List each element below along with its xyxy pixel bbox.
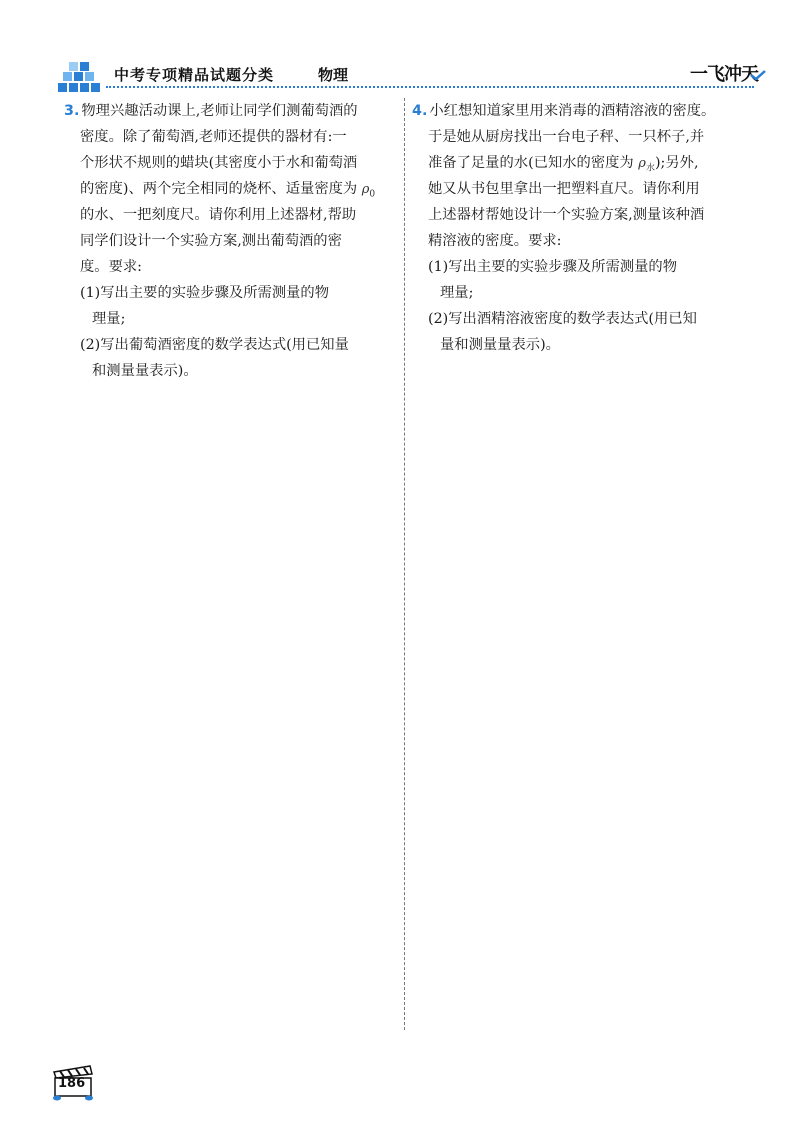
- question-line: 3. 物理兴趣活动课上,老师让同学们测葡萄酒的: [64, 103, 358, 119]
- page-number: 186: [58, 1076, 86, 1091]
- requirement-2: (2)写出酒精溶液密度的数学表达式(用已知: [428, 311, 697, 327]
- column-divider: [404, 98, 405, 1030]
- question-line: 准备了足量的水(已知水的密度为 $\rho_水$);另外,: [428, 155, 699, 174]
- requirement-1: (1)写出主要的实验步骤及所需测量的物: [80, 285, 329, 301]
- brand-logo: [690, 60, 758, 86]
- page-footer: [50, 1058, 96, 1104]
- subject-label: 物理: [318, 66, 349, 84]
- header-divider: [106, 86, 754, 88]
- question-line: 的密度)、两个完全相同的烧杯、适量密度为 $\rho_0$: [80, 181, 376, 200]
- page-header: [58, 60, 758, 100]
- book-title: 中考专项精品试题分类: [114, 66, 275, 84]
- brand-text: 一飞冲天: [690, 64, 758, 85]
- question-4: 4. 小红想知道家里用来消毒的酒精溶液的密度。 于是她从厨房找出一台电子秤、一只杯子,并 准备了足量的水(已知水的密度为 $\rho_水$);另外, 她又从书包里拿出一把塑料直尺。请你利用 上述器材帮她设计一个实验方案,测量该种酒 精溶液的密度。要求: (1)写出主要的实验步骤及所需测量的物 理量; (2)写出酒精溶液密度的数学表达式(用已知 量和测量量表示)。: [412, 98, 750, 358]
- question-3: 3. 物理兴趣活动课上,老师让同学们测葡萄酒的 密度。除了葡萄酒,老师还提供的器材有:一 个形状不规则的蜡块(其密度小于水和葡萄酒 的密度)、两个完全相同的烧杯、适量密度为 $\rho_0$ 的水、一把刻度尺。请你利用上述器材,帮助 同学们设计一个实验方案,测出葡萄酒的密 度。要求: (1)写出主要的实验步骤及所需测量的物 理量; (2)写出葡萄酒密度的数学表达式(用已知量 和测量量表示)。: [64, 98, 396, 384]
- requirement-1: (1)写出主要的实验步骤及所需测量的物: [428, 259, 677, 275]
- question-line: 4. 小红想知道家里用来消毒的酒精溶液的密度。: [412, 103, 716, 119]
- question-number: 4.: [412, 103, 428, 119]
- check-icon: [750, 70, 766, 80]
- series-logo-icon: [58, 62, 104, 94]
- requirement-2: (2)写出葡萄酒密度的数学表达式(用已知量: [80, 337, 349, 353]
- question-number: 3.: [64, 103, 80, 119]
- density-symbol: $\rho_0$: [361, 182, 376, 200]
- density-symbol: $\rho_水$: [638, 156, 655, 174]
